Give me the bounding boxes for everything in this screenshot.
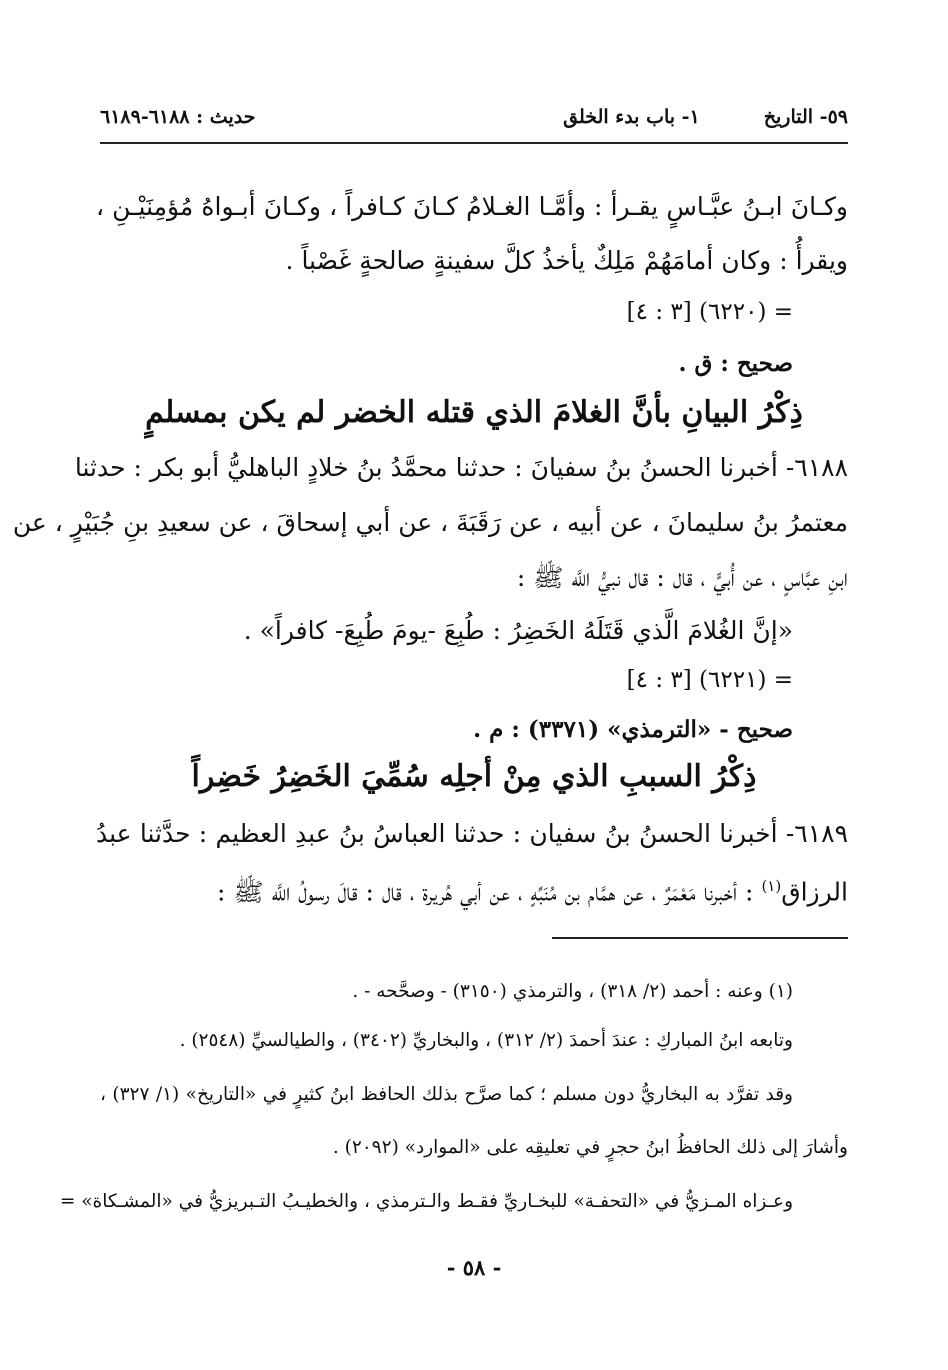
text-line: ٦١٨٨- أخبرنا الحسنُ بنُ سفيانَ : حدثنا محمَّدُ بنُ خلادٍ الباهليُّ أبو بكر : حدثنا <box>74 453 848 482</box>
chapter-heading: ذِكْرُ السببِ الذي مِنْ أجلِه سُمِّيَ الخَضِرُ خَضِراً <box>191 759 757 794</box>
cross-reference: = (٦٢٢١) [٣ : ٤] <box>626 667 793 693</box>
header-divider <box>100 142 848 144</box>
footnote: وتابعه ابنُ المباركِ : عندَ أحمدَ (٢/ ٣١٢) ، والبخاريِّ (٣٤٠٢) ، والطيالسيِّ (٢٥٤٨) . <box>179 1030 793 1051</box>
hadith-grade: صحيح - «الترمذي» (٣٣٧١) : م . <box>473 716 793 743</box>
running-header <box>100 96 848 136</box>
text-span: الرزاق <box>781 877 848 907</box>
header-right <box>563 106 848 128</box>
section-title: ١- باب بدء الخلق <box>563 106 700 128</box>
text-line <box>96 866 848 912</box>
text-line: وكـانَ ابـنُ عبَّـاسٍ يقـرأ : وأمَّـا الغـلامُ كـانَ كـافراً ، وكـانَ أبـواهُ مُؤمِنَيْـنِ ، <box>96 192 848 221</box>
text-line: ٦١٨٩- أخبرنا الحسنُ بنُ سفيان : حدثنا العباسُ بنُ عبدِ العظيم : حدَّثنا عبدُ <box>96 819 848 848</box>
chapter-heading: ذِكْرُ البيانِ بأنَّ الغلامَ الذي قتله الخضر لم يكن بمسلمٍ <box>145 395 803 430</box>
footnote-marker[interactable]: (١) <box>761 877 782 895</box>
hadith-grade: صحيح : ق . <box>678 350 793 377</box>
footnote-divider <box>552 937 848 939</box>
text-line: معتمرُ بنُ سليمانَ ، عن أبيه ، عن رَقَبَةَ ، عن أبي إسحاقَ ، عن سعيدِ بنِ جُبَيْرٍ ، عن <box>12 508 848 537</box>
book-title: ٥٩- التاريخ <box>763 106 848 128</box>
text-span: : أخبرنا مَعْمَرٌ ، عن همَّام بن مُنَبِّهٍ ، عن أبي هُريرة ، قال : قالَ رسولُ اللَّه ﷺ : <box>216 877 762 907</box>
footnote: وقد تفرَّد به البخاريُّ دون مسلم ؛ كما صرَّح بذلك الحافظ ابنُ كثيرٍ في «التاريخ» (١/ ٣٢٧) ، <box>100 1084 793 1105</box>
text-line: ابنِ عبَّاسٍ ، عن أُبيٍّ ، قال : قال نبيُّ اللَّه ﷺ : <box>516 563 848 592</box>
footnote: وأشارَ إلى ذلك الحافظُ ابنُ حجرٍ في تعليقِه على «الموارد» (٢٠٩٢) . <box>332 1137 848 1158</box>
page-number: - ٥٨ - <box>446 1255 502 1280</box>
hadith-text: «إنَّ الغُلامَ الَّذي قَتَلَهُ الخَضِرُ : طُبِعَ -يومَ طُبِعَ- كافراً» . <box>243 616 793 645</box>
footnote: وعـزاه المـزيُّ في «التحفـة» للبخـاريِّ فقـط والـترمذي ، والخطيـبُ التـبريزيُّ في «المشـكاة» = <box>59 1191 793 1212</box>
cross-reference: = (٦٢٢٠) [٣ : ٤] <box>626 299 793 325</box>
text-line: ويقرأُ : وكان أمامَهُمْ مَلِكٌ يأخذُ كلَّ سفينةٍ صالحةٍ غَصْباً . <box>285 246 848 275</box>
footnote: (١) وعنه : أحمد (٢/ ٣١٨) ، والترمذي (٣١٥٠) - وصحَّحه - . <box>352 981 793 1002</box>
hadith-range: حديث : ٦١٨٨-٦١٨٩ <box>100 106 256 128</box>
